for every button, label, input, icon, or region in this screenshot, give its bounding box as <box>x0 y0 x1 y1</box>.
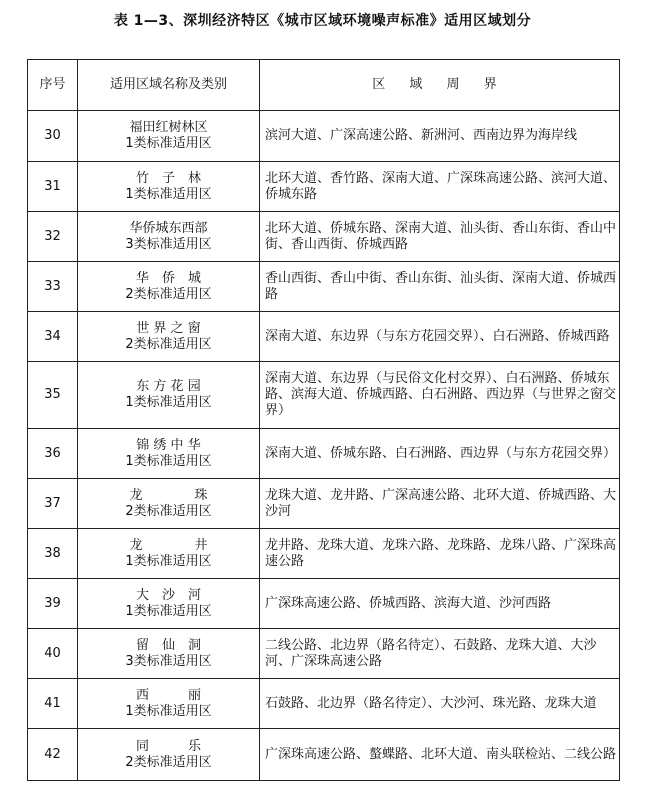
zone-name-cell <box>78 629 260 679</box>
header-boundary-label: 区 域 周 界 <box>372 77 507 92</box>
zone-name: 龙 井 <box>129 537 208 553</box>
zone-name: 华 侨 城 <box>135 270 201 286</box>
zone-category: 2类标准适用区 <box>125 336 212 352</box>
zone-boundary: 龙珠大道、龙井路、广深高速公路、北环大道、侨城西路、大沙河 <box>260 479 620 529</box>
table-row <box>28 262 620 312</box>
zone-name-cell <box>78 429 260 479</box>
table-row <box>28 429 620 479</box>
header-number: 序号 <box>28 60 78 111</box>
zone-name: 同 乐 <box>135 738 201 754</box>
row-number: 32 <box>28 212 78 262</box>
row-number: 35 <box>28 362 78 429</box>
zone-name-cell <box>78 111 260 162</box>
table-row <box>28 111 620 162</box>
zone-category: 1类标准适用区 <box>125 553 212 569</box>
row-number: 36 <box>28 429 78 479</box>
row-number: 30 <box>28 111 78 162</box>
zone-category: 2类标准适用区 <box>125 286 212 302</box>
zone-name-cell <box>78 729 260 781</box>
zone-boundary: 滨河大道、广深高速公路、新洲河、西南边界为海岸线 <box>260 111 620 162</box>
zone-boundary: 香山西街、香山中街、香山东街、汕头街、深南大道、侨城西路 <box>260 262 620 312</box>
zone-boundary: 广深珠高速公路、侨城西路、滨海大道、沙河西路 <box>260 579 620 629</box>
zone-boundary: 二线公路、北边界（路名待定）、石鼓路、龙珠大道、大沙河、广深珠高速公路 <box>260 629 620 679</box>
zone-category: 1类标准适用区 <box>125 453 212 469</box>
table-row <box>28 212 620 262</box>
zone-category: 3类标准适用区 <box>125 653 212 669</box>
zone-boundary: 北环大道、香竹路、深南大道、广深珠高速公路、滨河大道、侨城东路 <box>260 162 620 212</box>
row-number: 37 <box>28 479 78 529</box>
table-row <box>28 679 620 729</box>
zone-name-cell <box>78 479 260 529</box>
table-row <box>28 579 620 629</box>
table-title: 表 1—3、深圳经济特区《城市区域环境噪声标准》适用区域划分 <box>113 13 532 29</box>
zone-name-cell <box>78 362 260 429</box>
zone-name-cell <box>78 312 260 362</box>
zone-name-cell <box>78 212 260 262</box>
table-row <box>28 729 620 781</box>
table-row <box>28 629 620 679</box>
zone-name: 世 界 之 窗 <box>136 320 201 336</box>
zone-name-cell <box>78 679 260 729</box>
row-number: 39 <box>28 579 78 629</box>
row-number: 38 <box>28 529 78 579</box>
row-number: 40 <box>28 629 78 679</box>
row-number: 31 <box>28 162 78 212</box>
header-boundary <box>260 60 620 111</box>
header-row <box>28 60 620 111</box>
table-row <box>28 529 620 579</box>
zone-name: 竹 子 林 <box>135 170 201 186</box>
row-number: 34 <box>28 312 78 362</box>
zone-name: 大 沙 河 <box>135 587 201 603</box>
zone-boundary: 深南大道、东边界（与东方花园交界）、白石洲路、侨城西路 <box>260 312 620 362</box>
zone-category: 1类标准适用区 <box>125 603 212 619</box>
zone-boundary: 北环大道、侨城东路、深南大道、汕头街、香山东街、香山中街、香山西街、侨城西路 <box>260 212 620 262</box>
zone-boundary: 石鼓路、北边界（路名待定）、大沙河、珠光路、龙珠大道 <box>260 679 620 729</box>
zone-name: 福田红树林区 <box>129 120 208 135</box>
zone-name-cell <box>78 162 260 212</box>
zone-boundary: 龙井路、龙珠大道、龙珠六路、龙珠路、龙珠八路、广深珠高速公路 <box>260 529 620 579</box>
zone-name-cell <box>78 579 260 629</box>
zone-category: 3类标准适用区 <box>125 236 212 252</box>
zone-name: 华侨城东西部 <box>129 220 208 236</box>
zone-category: 1类标准适用区 <box>125 186 212 202</box>
table-row <box>28 479 620 529</box>
zone-name: 东 方 花 园 <box>136 379 201 394</box>
zone-category: 2类标准适用区 <box>125 754 212 770</box>
zone-name: 留 仙 洞 <box>135 637 201 653</box>
table-row <box>28 162 620 212</box>
row-number: 41 <box>28 679 78 729</box>
zone-name-cell <box>78 529 260 579</box>
zone-name-cell <box>78 262 260 312</box>
zone-boundary: 深南大道、东边界（与民俗文化村交界）、白石洲路、侨城东路、滨海大道、侨城西路、白石洲路、西边界（与世界之窗交界） <box>260 362 620 429</box>
zone-name: 锦 绣 中 华 <box>136 437 201 453</box>
zone-category: 2类标准适用区 <box>125 503 212 519</box>
table-row <box>28 362 620 429</box>
table-row <box>28 312 620 362</box>
header-name: 适用区域名称及类别 <box>78 60 260 111</box>
zone-category: 1类标准适用区 <box>125 395 212 410</box>
row-number: 33 <box>28 262 78 312</box>
zone-category: 1类标准适用区 <box>125 136 212 151</box>
row-number: 42 <box>28 729 78 781</box>
zone-table <box>27 59 620 781</box>
zone-boundary: 广深珠高速公路、螯蝶路、北环大道、南头联检站、二线公路 <box>260 729 620 781</box>
zone-name: 西 丽 <box>135 687 201 703</box>
zone-name: 龙 珠 <box>129 487 208 503</box>
zone-category: 1类标准适用区 <box>125 703 212 719</box>
zone-boundary: 深南大道、侨城东路、白石洲路、西边界（与东方花园交界） <box>260 429 620 479</box>
